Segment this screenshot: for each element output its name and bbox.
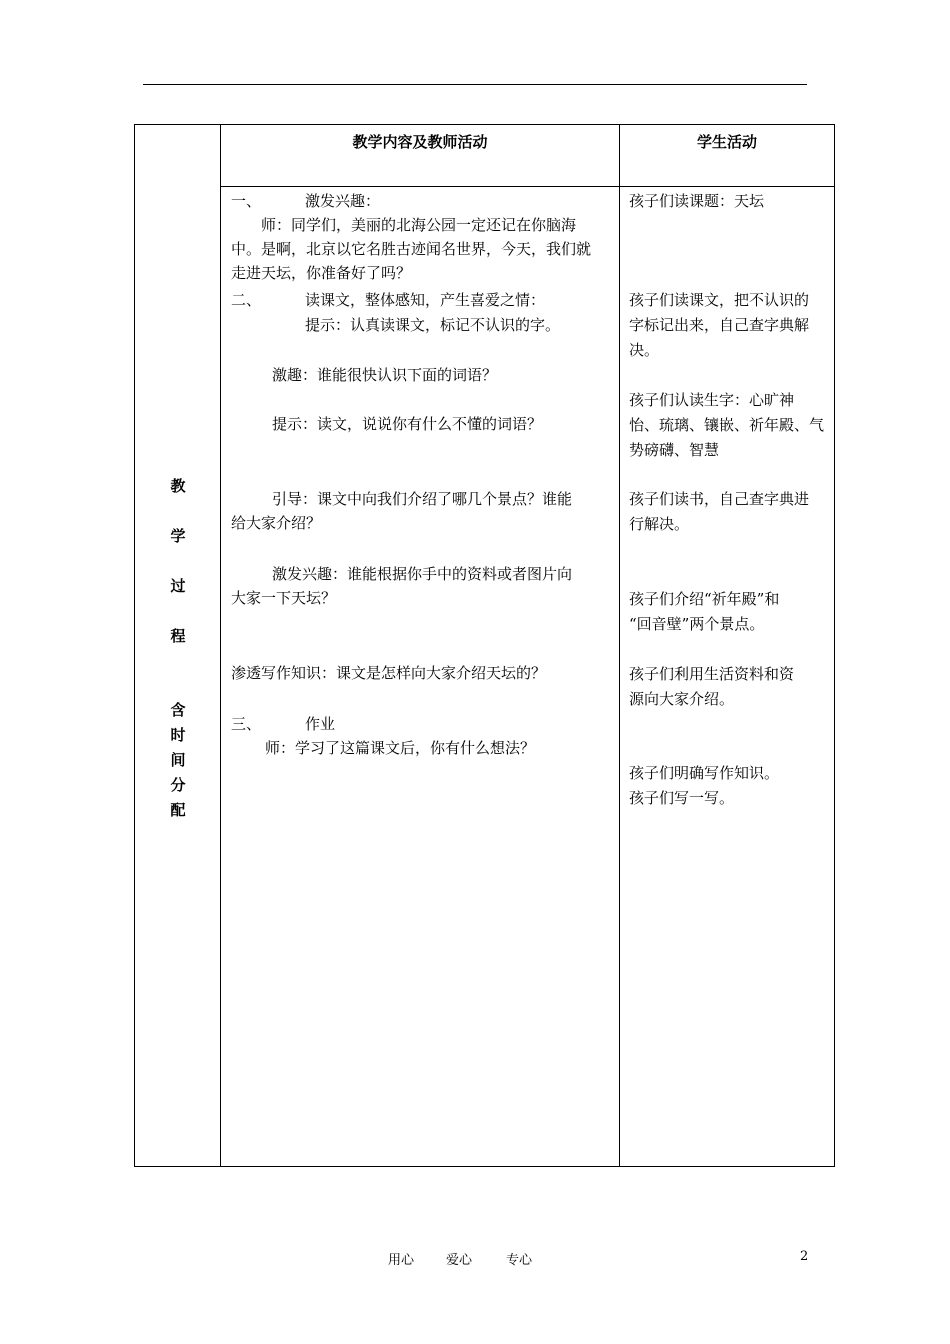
teacher-text: 大家一下天坛？ <box>231 589 337 607</box>
student-text: 孩子们利用生活资料和资 <box>629 665 795 683</box>
footer-text: 用心 <box>388 1253 415 1268</box>
side-label-subchar: 间 <box>170 751 186 769</box>
teacher-text: 渗透写作知识：课文是怎样向大家介绍天坛的？ <box>231 664 547 682</box>
student-text: 决。 <box>629 341 660 359</box>
section-title: 读课文，整体感知，产生喜爱之情： <box>305 291 546 309</box>
student-text: 源向大家介绍。 <box>629 690 735 708</box>
teacher-text: 提示：读文，说说你有什么不懂的词语？ <box>272 415 543 433</box>
footer-text: 专心 <box>506 1253 533 1268</box>
teacher-text: 走进天坛，你准备好了吗？ <box>231 264 412 282</box>
student-text: 孩子们认读生字：心旷神 <box>629 391 795 409</box>
student-text: 怡、琉璃、镶嵌、祈年殿、气 <box>629 416 825 434</box>
teacher-text: 给大家介绍？ <box>231 514 322 532</box>
section-title: 激发兴趣： <box>305 192 381 210</box>
student-text: “回音壁”两个景点。 <box>629 615 765 633</box>
section-number: 三、 <box>231 715 262 733</box>
section-3-heading <box>231 712 335 736</box>
student-text: 孩子们明确写作知识。 <box>629 764 780 782</box>
footer-text: 爱心 <box>446 1253 473 1268</box>
column-header-student: 学生活动 <box>696 133 757 151</box>
student-text: 势磅礴、智慧 <box>629 441 720 459</box>
student-text: 字标记出来，自己查字典解 <box>629 316 810 334</box>
teacher-text: 师：同学们，美丽的北海公园一定还记在你脑海 <box>261 216 577 234</box>
side-label-subchar: 配 <box>170 801 186 819</box>
student-text: 孩子们读课题：天坛 <box>629 192 765 210</box>
header-rule <box>143 84 807 85</box>
section-1-heading <box>231 189 380 213</box>
student-text: 孩子们读课文，把不认识的 <box>629 291 810 309</box>
column-divider-2 <box>619 125 620 1166</box>
teacher-text: 引导：课文中向我们介绍了哪几个景点？谁能 <box>272 490 573 508</box>
header-row-divider <box>221 186 834 187</box>
column-header-content: 教学内容及教师活动 <box>352 133 488 151</box>
section-number: 二、 <box>231 291 262 309</box>
page-number: 2 <box>800 1249 809 1264</box>
teacher-text: 激趣：谁能很快认识下面的词语？ <box>272 366 498 384</box>
section-title: 作业 <box>305 715 336 733</box>
student-text: 孩子们介绍“祈年殿”和 <box>629 590 780 608</box>
side-label-subchar: 分 <box>170 776 186 794</box>
side-label-subchar: 时 <box>170 726 186 744</box>
side-label-subchar: 含 <box>170 701 186 719</box>
student-text: 孩子们写一写。 <box>629 789 735 807</box>
side-label-char: 教 <box>170 477 186 495</box>
section-number: 一、 <box>231 192 262 210</box>
lesson-plan-table <box>134 124 835 1167</box>
teacher-text: 师：学习了这篇课文后，你有什么想法？ <box>265 739 536 757</box>
student-text: 孩子们读书，自己查字典进 <box>629 490 810 508</box>
teacher-text: 提示：认真读课文，标记不认识的字。 <box>305 316 561 334</box>
side-label-char: 过 <box>170 577 186 595</box>
section-2-heading <box>231 288 545 312</box>
side-label-char: 程 <box>170 627 186 645</box>
teacher-text: 中。是啊，北京以它名胜古迹闻名世界，今天，我们就 <box>231 240 592 258</box>
side-label-char: 学 <box>170 527 186 545</box>
student-text: 行解决。 <box>629 515 690 533</box>
teacher-text: 激发兴趣：谁能根据你手中的资料或者图片向 <box>272 565 573 583</box>
